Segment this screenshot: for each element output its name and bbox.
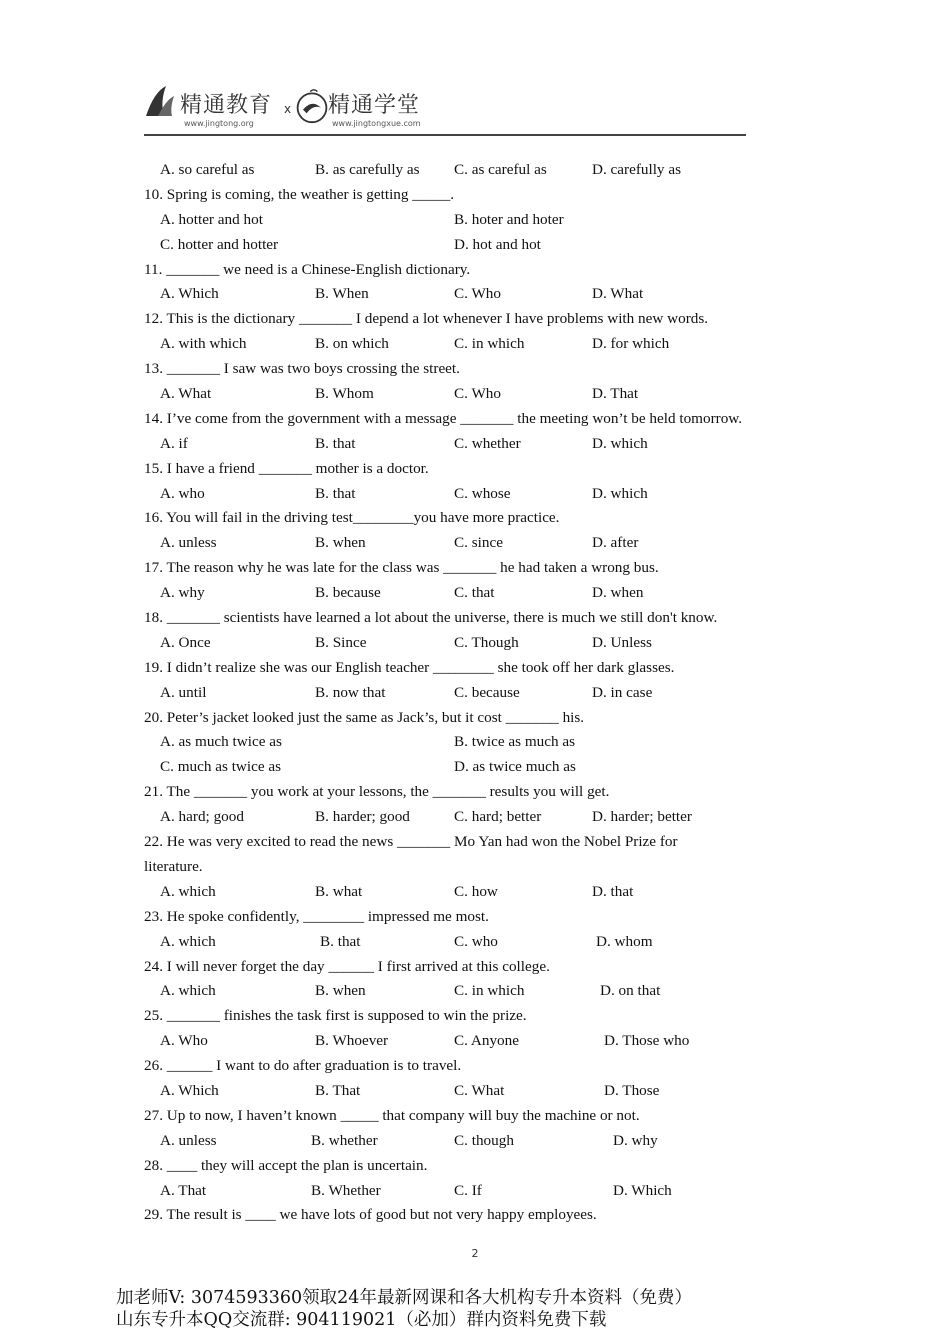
answer-option: B. hoter and hoter xyxy=(454,210,564,228)
answer-option: C. though xyxy=(454,1131,514,1149)
answer-options xyxy=(144,631,824,656)
answer-options xyxy=(144,1179,824,1204)
answer-option: A. if xyxy=(160,434,188,452)
answer-option: B. when xyxy=(315,982,366,1000)
question-text: 29. The result is ____ we have lots of good but not very happy employees. xyxy=(144,1206,597,1224)
page-header xyxy=(144,82,746,138)
answer-option: A. unless xyxy=(160,534,217,552)
brand-jingtongxue-url: www.jingtongxue.com xyxy=(332,119,421,128)
answer-option: A. which xyxy=(160,932,216,950)
answer-option: D. harder; better xyxy=(592,808,692,826)
answer-option: D. Those who xyxy=(604,1032,690,1050)
answer-option: D. why xyxy=(613,1131,658,1149)
answer-options xyxy=(144,382,824,407)
question-text: 25. _______ finishes the task first is supposed to win the prize. xyxy=(144,1007,527,1025)
question-text: 23. He spoke confidently, ________ impressed me most. xyxy=(144,907,489,925)
question-text: 16. You will fail in the driving test________you have more practice. xyxy=(144,509,560,527)
answer-option: A. why xyxy=(160,584,205,602)
answer-option: C. whose xyxy=(454,484,511,502)
answer-option: C. how xyxy=(454,882,498,900)
answer-option: C. What xyxy=(454,1081,505,1099)
answer-option: D. Which xyxy=(613,1181,672,1199)
answer-option: A. which xyxy=(160,982,216,1000)
answer-options xyxy=(144,208,824,233)
answer-option: B. Whether xyxy=(311,1181,381,1199)
answer-option: B. That xyxy=(315,1081,361,1099)
answer-option: C. as careful as xyxy=(454,161,547,178)
answer-options xyxy=(144,531,824,556)
answer-option: A. That xyxy=(160,1181,207,1199)
answer-option: C. in which xyxy=(454,982,525,1000)
answer-option: C. because xyxy=(454,683,520,701)
question-text: 11. _______ we need is a Chinese-English dictionary. xyxy=(144,260,471,278)
answer-option: D. after xyxy=(592,534,639,552)
answer-options xyxy=(144,880,824,905)
question-text: 24. I will never forget the day ______ I first arrived at this college. xyxy=(144,957,550,975)
answer-option: B. whether xyxy=(311,1131,378,1149)
answer-option: B. that xyxy=(315,434,356,452)
answer-option: D. What xyxy=(592,285,644,303)
answer-option: D. whom xyxy=(596,932,653,950)
answer-option: C. Though xyxy=(454,633,519,651)
question-text: 21. The _______ you work at your lessons, the _______ results you will get. xyxy=(144,783,610,801)
answer-option: B. because xyxy=(315,584,381,602)
answer-option: C. who xyxy=(454,932,498,950)
answer-option: A. Which xyxy=(160,1081,219,1099)
brand-jingtong-url: www.jingtong.org xyxy=(184,119,254,128)
brand-jingtong-school: 精通学堂 xyxy=(328,93,421,118)
answer-options xyxy=(144,681,824,706)
answer-option: C. hard; better xyxy=(454,808,542,826)
answer-options xyxy=(144,979,824,1004)
answer-option: D. hot and hot xyxy=(454,235,541,253)
answer-option: C. in which xyxy=(454,335,525,353)
answer-option: B. twice as much as xyxy=(454,733,576,751)
brand-jingtong-education: 精通教育 xyxy=(180,93,273,118)
answer-option: B. when xyxy=(315,534,366,552)
jingtong-school-logo xyxy=(294,86,330,126)
answer-option: D. which xyxy=(592,484,648,502)
brand-separator: x xyxy=(284,102,292,116)
answer-option: B. Since xyxy=(315,633,367,651)
question-text: 27. Up to now, I haven’t known _____ that company will buy the machine or not. xyxy=(144,1106,640,1124)
answer-option: A. hotter and hot xyxy=(160,210,263,228)
answer-option: D. on that xyxy=(600,982,661,1000)
answer-options xyxy=(144,1129,824,1154)
answer-options xyxy=(144,805,824,830)
footer-line-1: 加老师V: 3074593360领取24年最新网课和各大机构专升本资料（免费） xyxy=(116,1288,692,1308)
answer-option: A. as much twice as xyxy=(160,733,282,751)
answer-option: C. Who xyxy=(454,385,501,403)
answer-option: B. that xyxy=(315,484,356,502)
answer-option: D. as twice much as xyxy=(454,758,576,776)
answer-option: D. Unless xyxy=(592,633,652,651)
answer-options xyxy=(144,282,824,307)
answer-option: A. Which xyxy=(160,285,219,303)
answer-option: A. Who xyxy=(160,1032,208,1050)
answer-option: D. Those xyxy=(604,1081,660,1099)
answer-options xyxy=(144,482,824,507)
answer-options xyxy=(144,730,824,755)
answer-option: A. who xyxy=(160,484,205,502)
answer-options xyxy=(144,930,824,955)
answer-option: B. Whom xyxy=(315,385,374,403)
answer-option: A. so careful as xyxy=(160,161,255,178)
question-text: 22. He was very excited to read the news _______ Mo Yan had won the Nobel Prize for xyxy=(144,833,678,851)
answer-option: D. in case xyxy=(592,683,653,701)
answer-option: A. What xyxy=(160,385,212,403)
question-text: 18. _______ scientists have learned a lot about the universe, there is much we still don't know. xyxy=(144,609,718,627)
answer-option: A. unless xyxy=(160,1131,217,1149)
answer-options xyxy=(144,755,824,780)
answer-option: C. If xyxy=(454,1181,482,1199)
answer-option: C. that xyxy=(454,584,495,602)
page-number: 2 xyxy=(471,1247,479,1260)
question-text: 20. Peter’s jacket looked just the same as Jack’s, but it cost _______ his. xyxy=(144,708,585,726)
answer-option: B. on which xyxy=(315,335,389,353)
answer-options xyxy=(144,1029,824,1054)
header-divider xyxy=(144,134,746,136)
question-text: 15. I have a friend _______ mother is a doctor. xyxy=(144,459,429,477)
footer-line-2: 山东专升本QQ交流群: 904119021（必加）群内资料免费下载 xyxy=(116,1310,607,1330)
question-text: 10. Spring is coming, the weather is getting _____. xyxy=(144,185,455,203)
answer-option: A. hard; good xyxy=(160,808,244,826)
question-text: 28. ____ they will accept the plan is uncertain. xyxy=(144,1156,428,1174)
answer-options xyxy=(144,581,824,606)
answer-option: B. now that xyxy=(315,683,386,701)
answer-options xyxy=(144,332,824,357)
answer-option: B. harder; good xyxy=(315,808,410,826)
answer-option: B. that xyxy=(320,932,361,950)
answer-option: B. Whoever xyxy=(315,1032,389,1050)
answer-options xyxy=(144,158,824,183)
answer-option: C. Who xyxy=(454,285,501,303)
answer-option: C. whether xyxy=(454,434,521,452)
answer-option: A. which xyxy=(160,882,216,900)
answer-option: B. When xyxy=(315,285,369,303)
footer-notice xyxy=(116,1287,692,1331)
answer-option: B. what xyxy=(315,882,363,900)
answer-options xyxy=(144,1079,824,1104)
exercise-content xyxy=(144,158,824,1228)
answer-option: D. That xyxy=(592,385,639,403)
question-text: literature. xyxy=(144,857,203,875)
question-text: 26. ______ I want to do after graduation is to travel. xyxy=(144,1057,462,1075)
question-text: 19. I didn’t realize she was our English teacher ________ she took off her dark glasses. xyxy=(144,658,675,676)
answer-option: A. with which xyxy=(160,335,247,353)
question-text: 14. I’ve come from the government with a message _______ the meeting won’t be held tomorrow. xyxy=(144,409,743,427)
question-text: 17. The reason why he was late for the class was _______ he had taken a wrong bus. xyxy=(144,559,659,577)
answer-option: C. hotter and hotter xyxy=(160,235,279,253)
answer-option: D. which xyxy=(592,434,648,452)
answer-options xyxy=(144,233,824,258)
answer-option: B. as carefully as xyxy=(315,161,420,178)
answer-options xyxy=(144,432,824,457)
question-text: 12. This is the dictionary _______ I depend a lot whenever I have problems with new words. xyxy=(144,310,709,328)
answer-option: D. carefully as xyxy=(592,161,681,178)
question-text: 13. _______ I saw was two boys crossing the street. xyxy=(144,360,460,378)
answer-option: A. until xyxy=(160,683,207,701)
answer-option: C. Anyone xyxy=(454,1032,519,1050)
answer-option: C. much as twice as xyxy=(160,758,282,776)
answer-option: C. since xyxy=(454,534,503,552)
answer-option: D. for which xyxy=(592,335,670,353)
answer-option: A. Once xyxy=(160,633,211,651)
answer-option: D. when xyxy=(592,584,644,602)
answer-option: D. that xyxy=(592,882,634,900)
